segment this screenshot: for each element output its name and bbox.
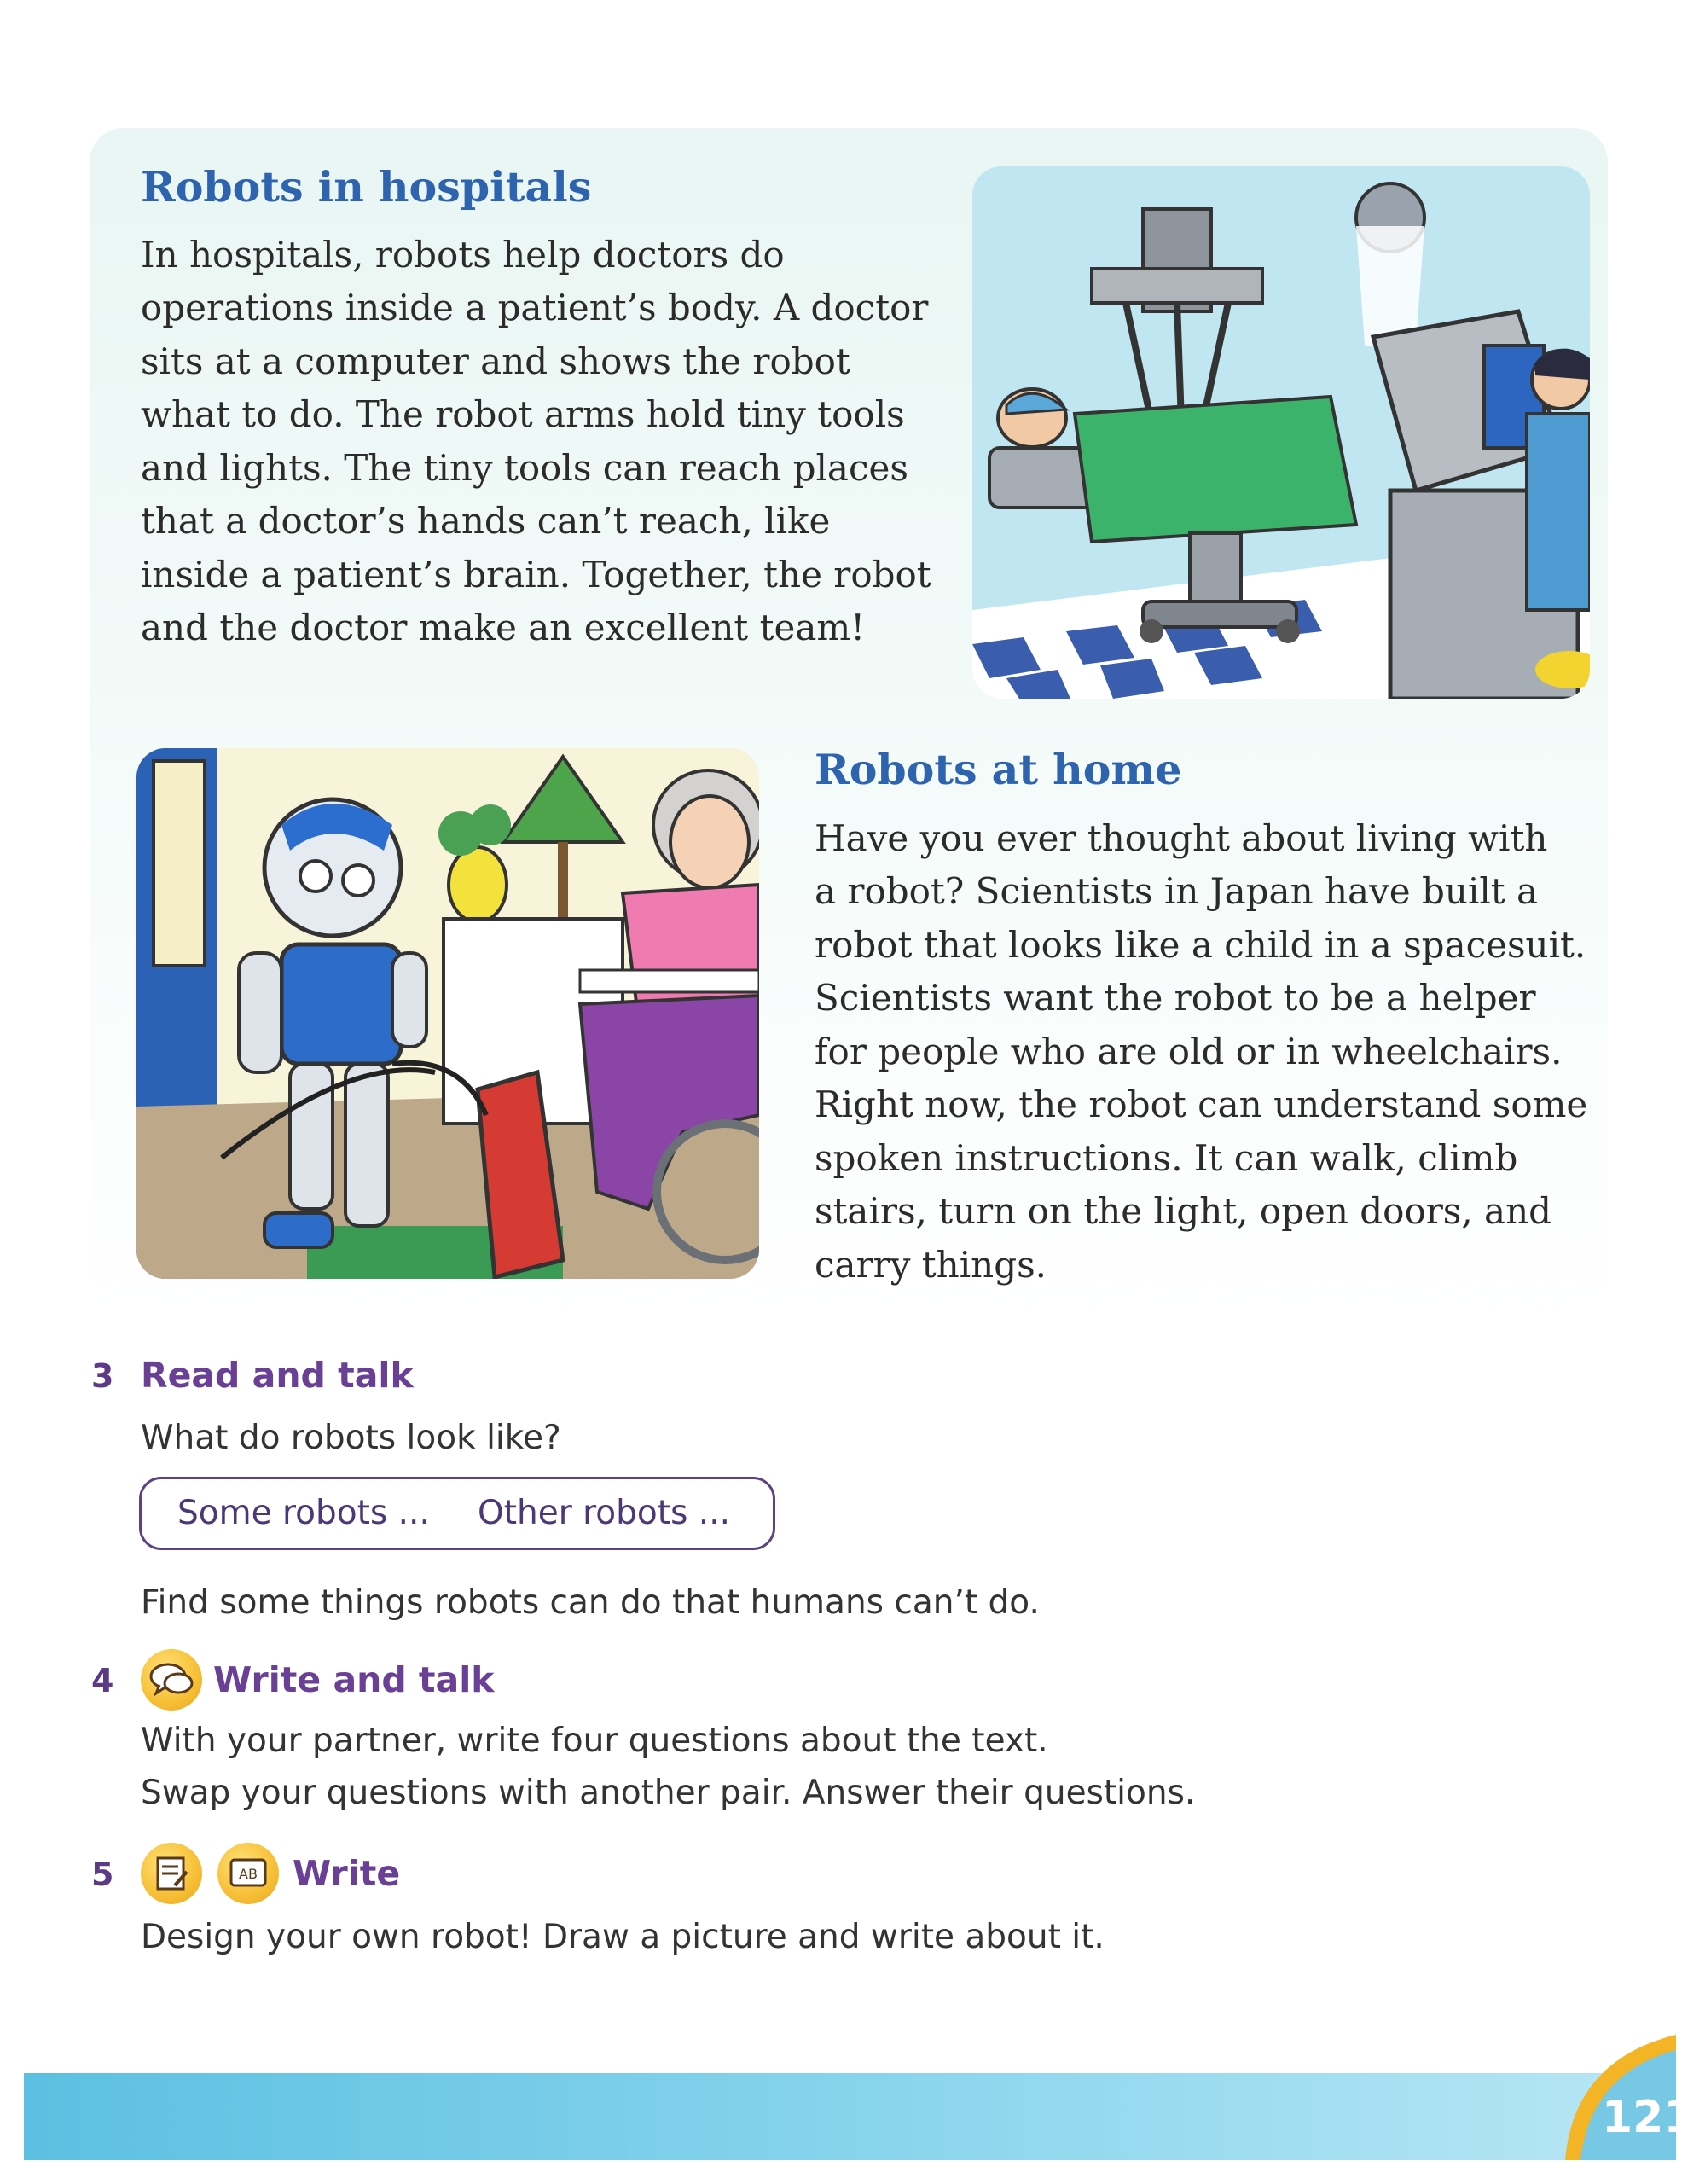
home-line: stairs, turn on the light, open doors, and [815, 1190, 1552, 1232]
sentence-starter-box [139, 1477, 775, 1550]
activity-4-line-2: Swap your questions with another pair. Answer their questions. [141, 1774, 1196, 1812]
home-line: Scientists want the robot to be a helper [815, 977, 1536, 1019]
footer-bar [24, 2073, 1644, 2160]
activity-4-number: 4 [91, 1662, 114, 1699]
home-line: carry things. [815, 1244, 1047, 1286]
home-robot-illustration [136, 748, 759, 1279]
hospitals-line: In hospitals, robots help doctors do [141, 234, 785, 276]
sentence-starter-1: Some robots ... [177, 1494, 430, 1532]
surgical-robot-illustration [972, 166, 1590, 699]
section-title-home: Robots at home [815, 745, 1182, 794]
hospitals-line: operations inside a patient’s body. A doctor [141, 287, 929, 328]
home-line: robot that looks like a child in a spacesuit. [815, 924, 1586, 966]
hospitals-line: sits at a computer and shows the robot [141, 340, 850, 382]
notebook-pencil-icon [141, 1843, 202, 1904]
home-line: Have you ever thought about living with [815, 817, 1548, 859]
ab-label: AB [239, 1866, 258, 1882]
page-number: 121 [1602, 2092, 1695, 2143]
home-line: Right now, the robot can understand some [815, 1083, 1588, 1125]
home-line: spoken instructions. It can walk, climb [815, 1137, 1518, 1179]
activity-3-title: Read and talk [141, 1355, 414, 1396]
activity-4-line-1: With your partner, write four questions about the text. [141, 1722, 1048, 1760]
activity-4-title: Write and talk [213, 1659, 495, 1700]
activity-5-line-1: Design your own robot! Draw a picture and write about it. [141, 1918, 1105, 1956]
hospitals-line: what to do. The robot arms hold tiny tools [141, 393, 905, 435]
activity-book-icon [217, 1843, 279, 1904]
activity-3-number: 3 [91, 1357, 114, 1395]
activity-3-task: Find some things robots can do that humans can’t do. [141, 1583, 1040, 1622]
section-title-hospitals: Robots in hospitals [141, 162, 592, 212]
home-line: for people who are old or in wheelchairs. [815, 1031, 1563, 1072]
hospitals-line: and lights. The tiny tools can reach places [141, 447, 908, 489]
speech-bubbles-icon [141, 1649, 202, 1711]
activity-5-number: 5 [91, 1856, 114, 1893]
hospitals-line: inside a patient’s brain. Together, the robot [141, 554, 931, 595]
hospitals-line: that a doctor’s hands can’t reach, like [141, 500, 831, 542]
home-line: a robot? Scientists in Japan have built a [815, 870, 1539, 912]
sentence-starter-2: Other robots ... [478, 1494, 730, 1532]
activity-5-title: Write [293, 1853, 401, 1894]
hospitals-line: and the doctor make an excellent team! [141, 607, 866, 648]
activity-3-question: What do robots look like? [141, 1419, 561, 1457]
